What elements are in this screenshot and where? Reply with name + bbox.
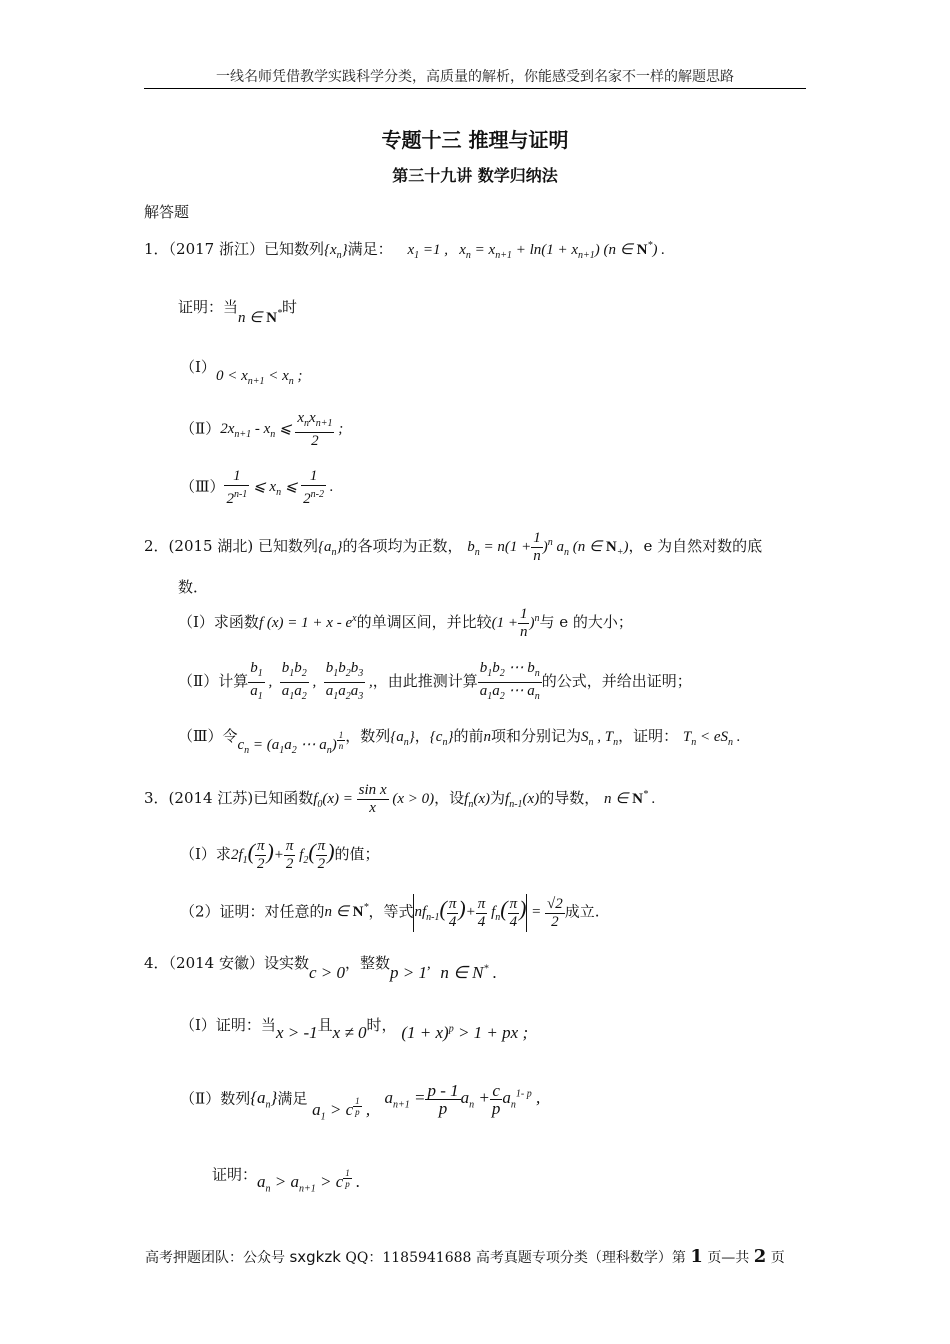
problem-2-part-3-seq-c: $\{c_n\}$ [429,728,454,748]
problem-2-part-3-sums: $S_n$ , $T_n$ [580,728,619,748]
footer-unit: 页 [770,1250,785,1266]
problem-3-fn1: $f_{n-1}(x)$ [505,790,540,810]
problem-4-part-2-seq: $\{a_n\}$ [250,1088,278,1111]
footer-page-number: 1 [690,1246,703,1267]
problem-4-part-2 [180,1081,541,1123]
problem-2-part-1-mid: 的单调区间，并比较 [356,612,492,631]
problem-4-part-1 [180,1014,529,1042]
problem-1-prove-prefix: 证明：当 [178,298,239,316]
problem-2-part-3-mid: ，数列 [345,726,391,745]
problem-1-number: 1． [144,240,169,258]
problem-4-prove-ineq: $a_n > a_{n+1} > c$ $^{\frac{1}{p}}$ . [257,1168,361,1195]
problem-2-part-3-n: n [483,728,491,745]
problem-4-c: c > 0 [309,963,346,982]
problem-1-part-2-label: （Ⅱ） [180,419,221,438]
problem-1-part-3 [180,468,333,508]
problem-2-after-seq: 的各项均为正数， [342,536,463,555]
problem-3-part-1-suffix: 的值； [334,844,380,863]
problem-3-mid: ，设 [434,788,465,807]
problem-1-part-3-formula: $\frac{1}{2^{n-1}}$ ⩽ $x_n$ ⩽ $\frac{1}{2^{n-2}}$ . [226,468,334,507]
problem-1-part-3-label: （Ⅲ） [180,477,225,496]
problem-2-part-2-fracs: $\frac{b_1}{a_1}$ , $\frac{b_1b_2}{a_1a_2}$ , $\frac{b_1b_2b_3}{a_1a_2a_3}$ , [250,660,373,702]
problem-2-part-2 [178,660,692,705]
problem-2-part-3-seq-a: $\{a_n\}$ [390,728,415,748]
problem-2-part-2-general: $\frac{b_1b_2 \cdots b_n}{a_1a_2 \cdots a_n}$ [479,660,540,702]
problem-2-part-1-expr: (1 + $\frac{1}{n}$ )$^n$ [491,606,540,640]
problem-4-part-2-mid: 满足 [277,1089,308,1108]
problem-1-line [144,238,665,261]
problem-3-part-2-eq: $nf_{n-1}$( $\frac{\pi}{4}$ )+ $\frac{\pi}{4}$ $f_n$( $\frac{\pi}{4}$ ) = $\frac{√2}{2}$ [413,904,564,920]
problem-2-part-1-func: f $(x) = 1 + x - e^x$ [258,612,357,631]
problem-2-part-2-suffix: 的公式，并给出证明； [541,671,692,690]
problem-3-part-2-suffix: 成立. [564,902,600,921]
footer-account: sxgkzk [289,1248,341,1266]
section-label: 解答题 [144,203,190,221]
problem-2-part-2-prefix: （Ⅱ）计算 [178,671,249,690]
problem-4-number: 4． [144,954,169,972]
problem-4-line: 4．（2014 安徽）设实数c > 0，整数p > 1, n ∈ N* . [144,954,497,982]
doc-subtitle: 第三十九讲 数学归纳法 [392,166,558,185]
problem-1-part-2 [180,410,343,450]
problem-3-mid3: 的导数， [539,788,600,807]
problem-4-mid: ，整数 [345,954,391,972]
problem-4-part-1-prefix: （Ⅰ）证明：当 [180,1016,276,1034]
problem-2-part-3-claim: $T_n < eS_n$ . [682,728,741,748]
problem-3-mid2: 为 [490,788,506,807]
problem-2-part-3-mid2: 的前 [453,726,484,745]
problem-3-number: 3． [144,788,169,807]
problem-4-part-1-x2: x ≠ 0 [332,1023,367,1042]
problem-4-prove [212,1160,361,1195]
problem-4-part-2-prefix: （Ⅱ）数列 [180,1089,251,1108]
problem-3-part-1-prefix: （Ⅰ）求 [180,844,231,863]
problem-4-part-1-and: 且 [317,1016,333,1034]
problem-3-part-2-mid: ，等式 [368,902,414,921]
footer-team: 高考押题团队：公众号 [145,1250,285,1266]
problem-2-def: $b_n = n(1$ + $\frac{1}{n}$ )$^n$ $a_n$ (n ∈ $N_+$) [467,530,629,564]
problem-3-part-2-n: n ∈ N* [324,902,369,921]
footer-qq: 1185941688 [382,1250,472,1266]
problem-4-part-1-ineq: $(1 + x)^p > 1$ + px ; [401,1023,529,1042]
footer-page-total: 2 [753,1246,767,1267]
page-footer [145,1246,785,1267]
problem-2-number: 2． [144,536,169,555]
problem-2-part-3-suffix: ，证明： [618,726,679,745]
problem-1-intro: （2017 浙江）已知数列 [168,240,324,258]
problem-4-part-2-recur: $a_{n+1}$ = $\frac{p - 1}{p}$ $a_n$ + $\frac{c}{p}$ $a_n^{1- p}$ , [384,1081,541,1118]
problem-2-part-3-prefix: （Ⅲ）令 [178,726,238,745]
problem-4-n: n ∈ N* . [440,963,497,982]
problem-4-intro: （2014 安徽）设实数 [168,954,309,972]
problem-2-part-1-suffix: 与 e 的大小； [539,612,633,631]
problem-1-part-1 [180,356,303,387]
problem-2-part-3: （Ⅲ）令$c_n = (a_1a_2$ ⋯ $a_n$) $^{\frac{1}{n}}$ ，数列$\{a_n\}$，$\{c_n\}$的前n项和分别记为$S_n$ , $T_n$，证明： $T_n < eS_n$ . [178,726,741,756]
problem-1-after-seq: 满足： [347,240,393,258]
problem-4-part-1-x1: x > -1 [275,1023,318,1042]
problem-2-part-1-prefix: （Ⅰ）求函数 [178,612,259,631]
problem-1-part-2-formula: $2x_{n+1} - x_n$ ⩽ $\frac{x_nx_{n+1}}{2}$ ; [220,410,344,449]
problem-2-line [144,530,762,565]
header-slogan: 一线名师凭借教学实践科学分类，高质量的解析，你能感受到名家不一样的解题思路 [216,69,734,85]
problem-4-part-2-a1: $a_1 > c$ $^{\frac{1}{p}}$ , [312,1095,371,1123]
problem-1-seq: $\{x_n\}$ [324,242,348,261]
problem-4-part-1-when: 时， [366,1016,397,1034]
problem-1-part-1-formula: $0 < x_{n+1} < x_n$ ; [215,368,303,387]
problem-1-prove [178,296,297,326]
header-rule [144,88,806,89]
problem-2-part-1 [178,606,633,641]
problem-3-fn: $f_n(x)$ [464,790,491,810]
problem-4-prove-label: 证明： [212,1165,258,1184]
problem-2-part-3-mid3: 项和分别记为 [490,726,581,745]
problem-2-intro: (2015 湖北) 已知数列 [168,536,318,555]
footer-qq-label: QQ： [345,1250,383,1266]
problem-1-part-1-label: （Ⅰ） [180,358,216,376]
doc-title: 专题十三 推理与证明 [381,128,569,152]
problem-3-func: $f_0(x)$ = $\frac{\text{sin x}}{x}$ (x > 0) [313,782,435,816]
problem-2-seq: $\{a_n\}$ [317,538,343,558]
problem-3-domain: n ∈ N* . [604,788,656,807]
problem-4-p: p > 1 [390,963,428,982]
problem-3-part-1-expr: $2f_1$( $\frac{\pi}{2}$ )+ $\frac{\pi}{2}$ $f_2$( $\frac{\pi}{2}$ ) [230,838,335,872]
problem-2-part-3-def: $c_n = (a_1a_2$ ⋯ $a_n$) $^{\frac{1}{n}}$ [237,730,344,756]
footer-category: 高考真题专项分类（理科数学）第 [475,1250,686,1266]
problem-3-part-1 [180,838,380,873]
problem-3-part-2-prefix: （2）证明：对任意的 [180,902,325,921]
problem-1-condition: $x_1 =1$ , $x_n = x_{n+1} + \ln(1 + x_{n+1})$ (n ∈ N*) . [407,240,665,261]
problem-1-prove-suffix: 时 [281,298,297,316]
problem-2-tail: ，e 为自然对数的底 [628,536,763,555]
problem-3-part-2 [180,894,600,932]
problem-3-intro: (2014 江苏)已知函数 [168,788,314,807]
problem-3-line [144,782,655,817]
problem-2-part-2-mid: ，由此推测计算 [372,671,478,690]
problem-1-prove-cond: n ∈ N* [238,308,282,326]
footer-sep: 页—共 [707,1250,750,1266]
problem-2-tail-2: 数． [178,578,209,596]
